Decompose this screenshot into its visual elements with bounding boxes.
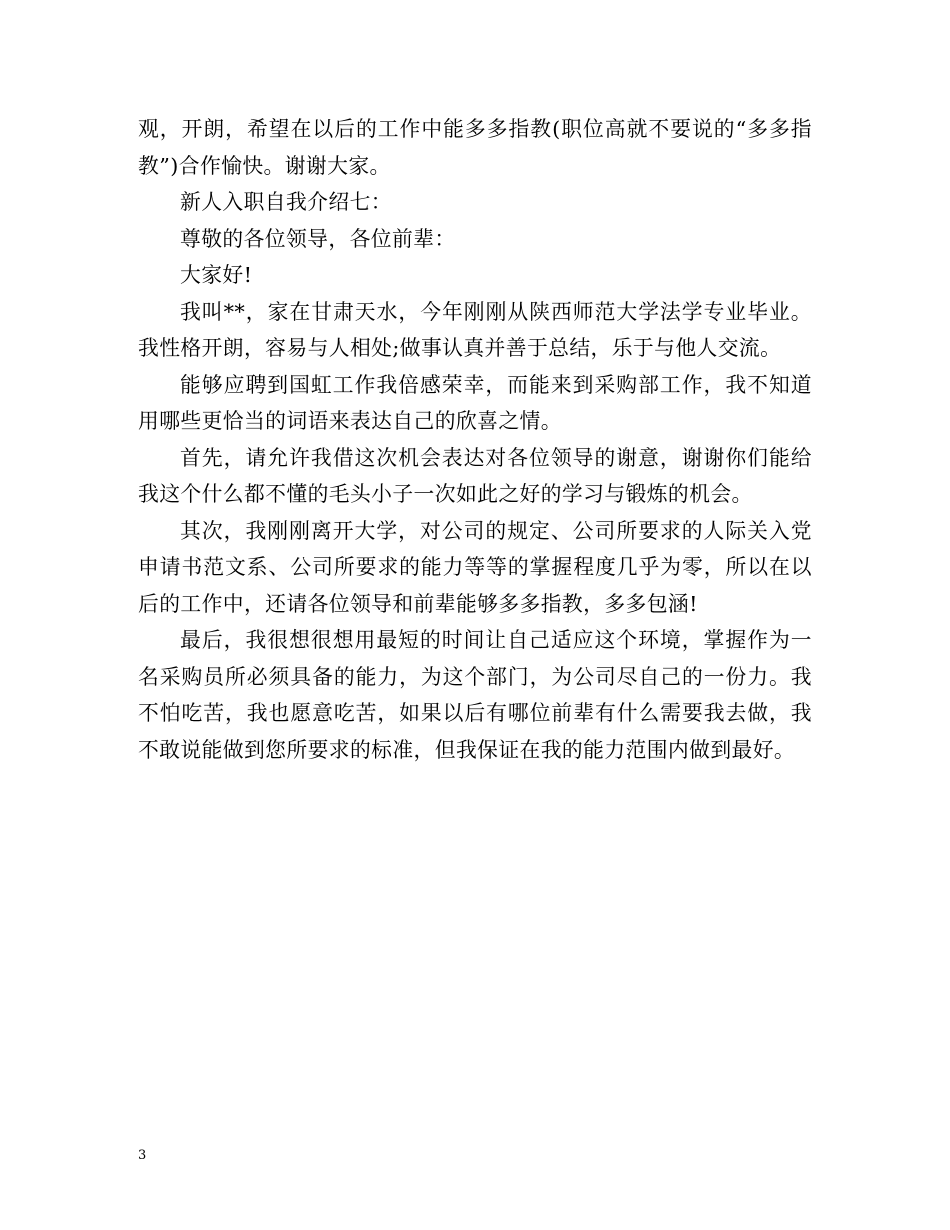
paragraph-honor: 能够应聘到国虹工作我倍感荣幸，而能来到采购部工作，我不知道用哪些更恰当的词语来表达自己的欣喜之情。 bbox=[138, 372, 812, 433]
paragraph-intro: 我叫**，家在甘肃天水，今年刚刚从陕西师范大学法学专业毕业。我性格开朗，容易与人相处;做事认真并善于总结，乐于与他人交流。 bbox=[138, 299, 812, 360]
paragraph-first: 首先，请允许我借这次机会表达对各位领导的谢意，谢谢你们能给我这个什么都不懂的毛头小子一次如此之好的学习与锻炼的机会。 bbox=[138, 445, 812, 506]
page-number: 3 bbox=[138, 1148, 147, 1163]
document-body bbox=[138, 111, 812, 768]
paragraph-second: 其次，我刚刚离开大学，对公司的规定、公司所要求的人际关入党申请书范文系、公司所要求的能力等等的掌握程度几乎为零，所以在以后的工作中，还请各位领导和前辈能够多多指教，多多包涵! bbox=[138, 518, 812, 616]
paragraph-continued: 观，开朗，希望在以后的工作中能多多指教(职位高就不要说的“多多指教”)合作愉快。谢谢大家。 bbox=[138, 117, 812, 178]
paragraph-last: 最后，我很想很想用最短的时间让自己适应这个环境，掌握作为一名采购员所必须具备的能力，为这个部门，为公司尽自己的一份力。我不怕吃苦，我也愿意吃苦，如果以后有哪位前辈有什么需要我去做，我不敢说能做到您所要求的标准，但我保证在我的能力范围内做到最好。 bbox=[138, 628, 812, 762]
greeting: 大家好! bbox=[180, 263, 253, 287]
section-heading: 新人入职自我介绍七： bbox=[180, 190, 392, 214]
salutation: 尊敬的各位领导，各位前辈： bbox=[180, 226, 456, 251]
